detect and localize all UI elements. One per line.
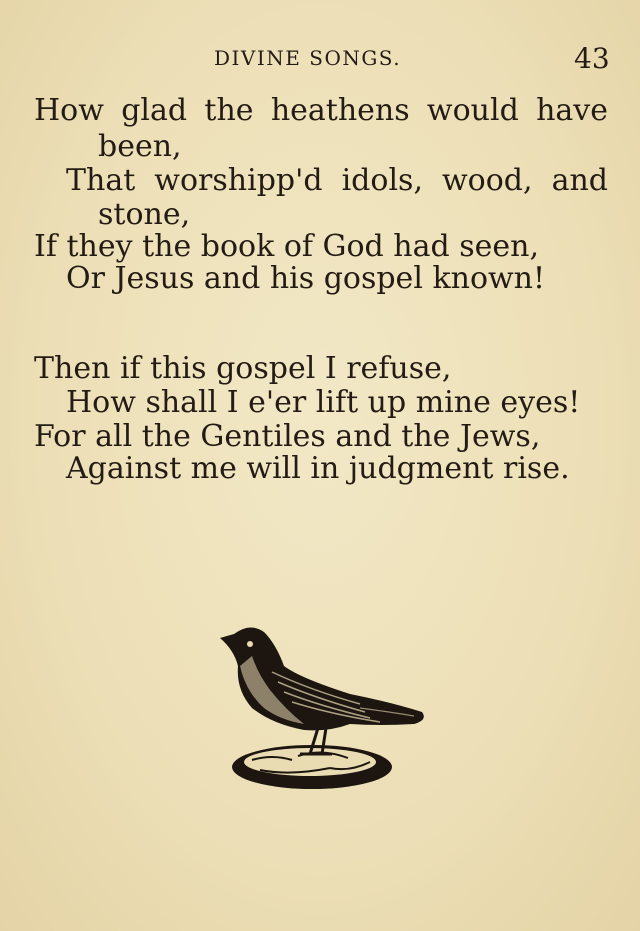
bird-woodcut-icon — [200, 620, 430, 795]
poem-line: Or Jesus and his gospel known! — [66, 261, 546, 296]
poem-line: Against me will in judgment rise. — [66, 451, 570, 486]
poem-line: For all the Gentiles and the Jews, — [34, 419, 541, 454]
running-title: DIVINE SONGS. — [214, 46, 402, 70]
page-number: 43 — [574, 42, 610, 75]
poem-line: If they the book of God had seen, — [34, 229, 539, 264]
poem-line: How glad the heathens would have — [34, 93, 608, 128]
poem-line: Then if this gospel I refuse, — [34, 351, 452, 386]
poem-line: That worshipp'd idols, wood, and — [66, 163, 608, 198]
poem-line: stone, — [98, 197, 191, 232]
poem-line: How shall I e'er lift up mine eyes! — [66, 385, 581, 420]
poem-line: been, — [98, 129, 182, 164]
